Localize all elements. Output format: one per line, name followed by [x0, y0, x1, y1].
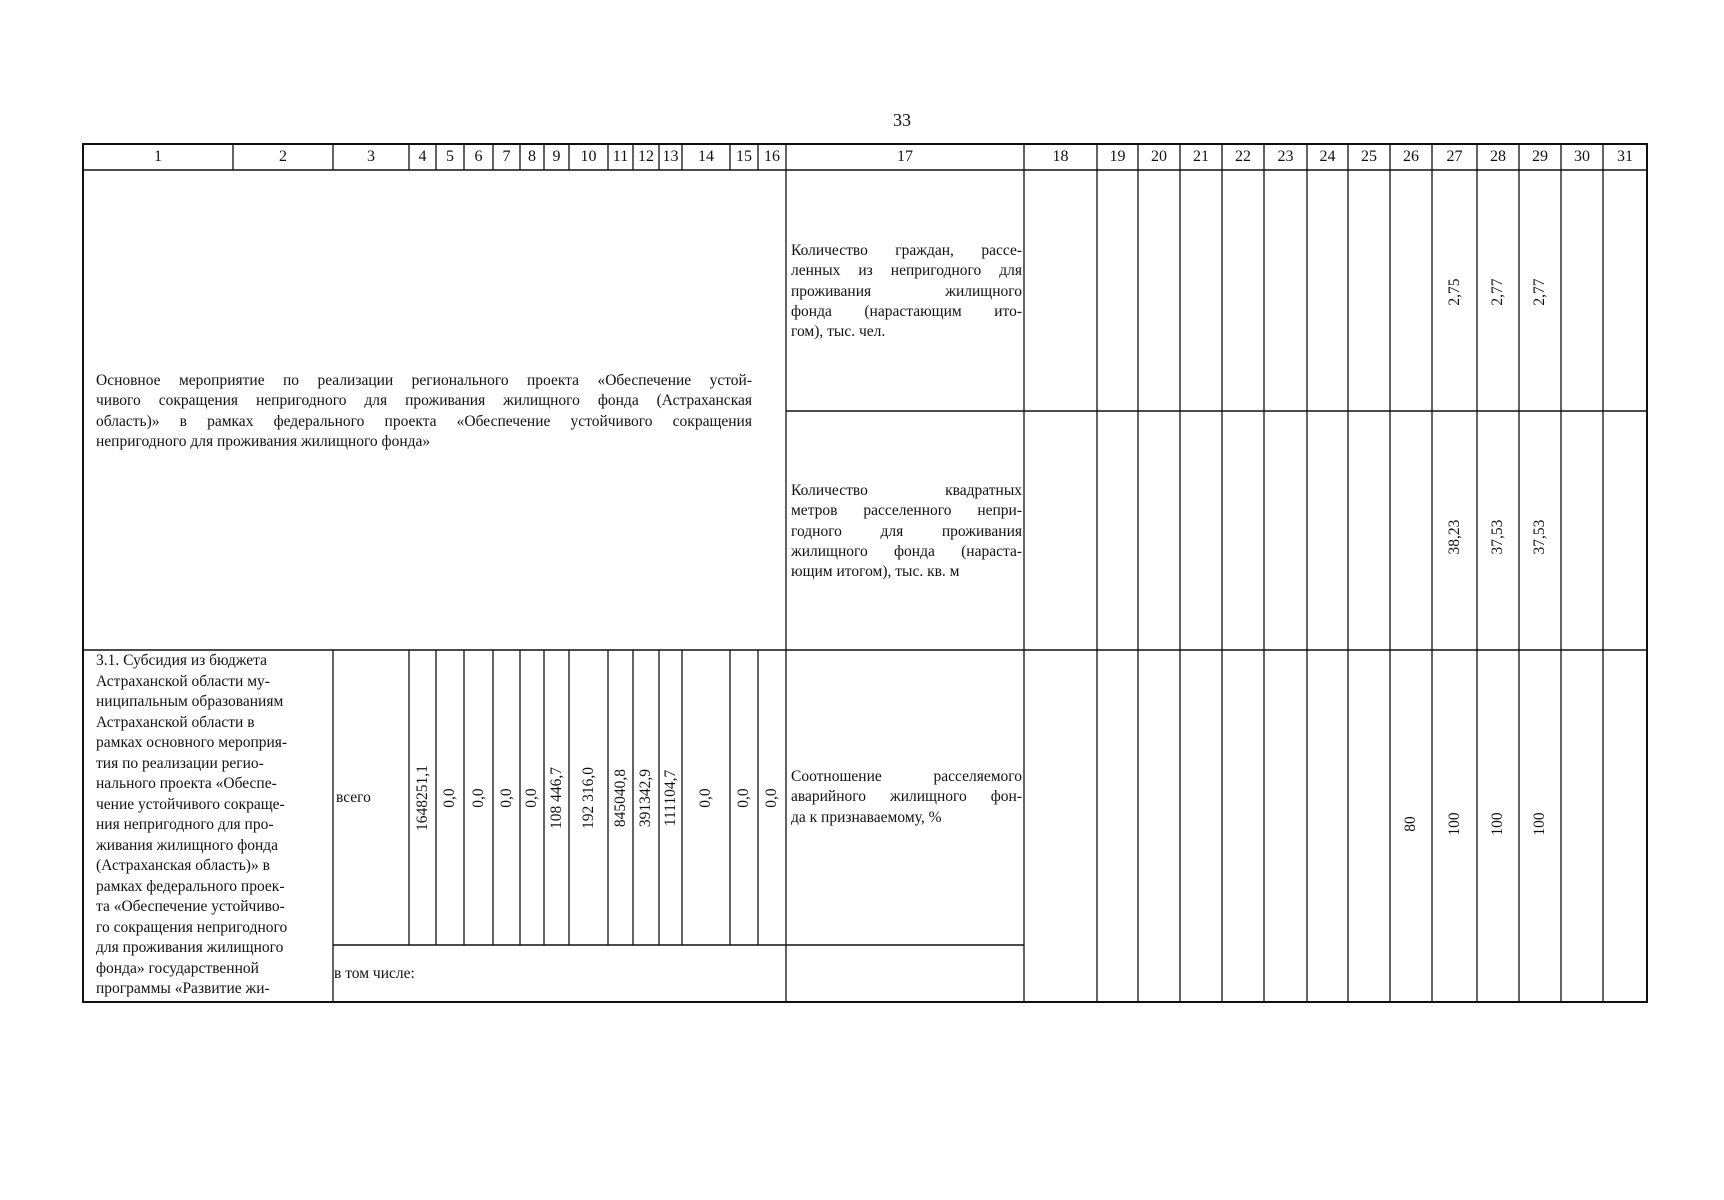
funding-value-col-8: 0,0 [523, 788, 540, 808]
citizens-value-col-29: 2,77 [1531, 278, 1548, 306]
header-col-9: 9 [552, 148, 561, 165]
indicator-ratio-text [791, 767, 1022, 828]
subsidy-name-text [96, 651, 328, 1000]
text-line: нального проекта «Обеспе- [96, 775, 277, 792]
text-line: Количество квадратных [791, 482, 1022, 499]
header-col-1: 1 [154, 148, 162, 165]
header-col-18: 18 [1052, 148, 1069, 165]
text-line: непригодного для проживания жилищного фонда» [96, 432, 431, 450]
funding-value-col-5: 0,0 [441, 788, 458, 808]
funding-value-col-14: 0,0 [697, 788, 714, 808]
text-line: ленных из непригодного для [791, 262, 1022, 280]
text-line: Соотношение расселяемого [791, 768, 1022, 785]
header-col-16: 16 [764, 148, 780, 165]
header-col-31: 31 [1617, 148, 1633, 165]
header-col-23: 23 [1277, 148, 1294, 165]
text-line: рамках основного мероприя- [96, 734, 288, 751]
text-line: ния непригодного для про- [96, 816, 274, 833]
header-col-21: 21 [1193, 148, 1209, 165]
main-activity-text [96, 371, 752, 452]
text-line: та «Обеспечение устойчиво- [96, 898, 285, 915]
text-line: для проживания жилищного [96, 939, 284, 956]
indicator-area-text [791, 481, 1022, 582]
text-line: да к признаваемому, % [791, 808, 942, 826]
text-line: годного для проживания [791, 522, 1022, 540]
header-col-6: 6 [474, 148, 483, 165]
header-col-4: 4 [418, 148, 427, 165]
text-line: Астраханской области в [96, 713, 255, 731]
header-col-26: 26 [1403, 148, 1419, 165]
funding-value-col-12: 391342,9 [637, 768, 654, 828]
text-line: область)» в рамках федерального проекта «Обеспечение устойчивого сокращения [96, 412, 752, 430]
header-col-15: 15 [736, 148, 752, 165]
text-line: Количество граждан, рассе- [791, 242, 1022, 259]
header-col-5: 5 [446, 148, 454, 165]
text-line: (Астраханская область)» в [96, 857, 270, 874]
subsidy-including-label: в том числе: [334, 965, 415, 982]
header-col-2: 2 [279, 148, 287, 165]
text-line: метров расселенного непри- [791, 502, 1022, 520]
text-line: го сокращения непригодного [96, 918, 288, 936]
header-col-30: 30 [1574, 148, 1590, 165]
header-col-3: 3 [367, 148, 375, 165]
funding-value-col-7: 0,0 [497, 788, 515, 808]
citizens-value-col-27: 2,75 [1445, 278, 1463, 306]
area-value-col-29: 37,53 [1531, 519, 1548, 555]
text-line: Основное мероприятие по реализации регионального проекта «Обеспечение устой- [96, 372, 752, 389]
indicator-citizens-text [791, 241, 1022, 342]
area-value-col-28: 37,53 [1489, 519, 1506, 555]
header-col-17: 17 [897, 148, 913, 165]
funding-value-col-15: 0,0 [735, 788, 752, 808]
citizens-value-col-28: 2,77 [1489, 278, 1506, 306]
header-col-24: 24 [1319, 148, 1336, 165]
text-line: Астраханской области му- [96, 672, 270, 690]
ratio-value-col-26: 80 [1402, 816, 1419, 832]
page-number: 33 [893, 110, 911, 130]
header-col-13: 13 [662, 148, 679, 165]
header-col-28: 28 [1490, 148, 1506, 165]
text-line: 3.1. Субсидия из бюджета [96, 652, 267, 669]
text-line: жилищного фонда (нараста- [791, 542, 1022, 560]
text-line: фонда (нарастающим ито- [791, 302, 1022, 320]
funding-value-col-13: 111104,7 [661, 769, 679, 827]
text-line: чивого сокращения непригодного для проживания жилищного фонда (Астраханская [96, 392, 752, 410]
header-col-10: 10 [580, 148, 597, 165]
header-col-25: 25 [1361, 148, 1377, 165]
area-value-col-27: 38,23 [1445, 519, 1463, 555]
text-line: чение устойчивого сокраще- [96, 795, 285, 813]
text-line: фонда» государственной [96, 959, 259, 977]
funding-value-col-10: 192 316,0 [579, 767, 597, 829]
funding-value-col-16: 0,0 [763, 788, 780, 808]
text-line: живания жилищного фонда [96, 836, 279, 854]
funding-value-col-9: 108 446,7 [547, 767, 565, 829]
funding-value-col-11: 845040,8 [611, 768, 629, 828]
header-col-29: 29 [1532, 148, 1548, 165]
subsidy-total-label: всего [336, 789, 371, 806]
header-col-19: 19 [1109, 148, 1126, 165]
text-line: аварийного жилищного фон- [791, 788, 1022, 806]
text-line: тия по реализации регио- [96, 754, 264, 772]
header-col-20: 20 [1151, 148, 1167, 165]
header-col-14: 14 [698, 148, 714, 165]
funding-value-col-4: 1648251,1 [413, 765, 431, 831]
text-line: рамках федерального проек- [96, 877, 285, 895]
header-col-7: 7 [502, 148, 511, 165]
ratio-value-col-27: 100 [1445, 812, 1463, 836]
header-col-11: 11 [612, 148, 629, 165]
header-col-22: 22 [1235, 148, 1251, 165]
text-line: гом), тыс. чел. [791, 323, 886, 341]
ratio-value-col-28: 100 [1489, 812, 1506, 836]
header-col-12: 12 [638, 148, 654, 165]
ratio-value-col-29: 100 [1531, 812, 1548, 836]
text-line: проживания жилищного [791, 282, 1022, 300]
text-line: ниципальным образованиям [96, 693, 284, 710]
header-col-27: 27 [1446, 148, 1463, 165]
text-line: ющим итогом), тыс. кв. м [791, 563, 960, 581]
header-col-8: 8 [528, 148, 536, 165]
funding-value-col-6: 0,0 [469, 788, 487, 808]
text-line: программы «Развитие жи- [96, 980, 270, 997]
